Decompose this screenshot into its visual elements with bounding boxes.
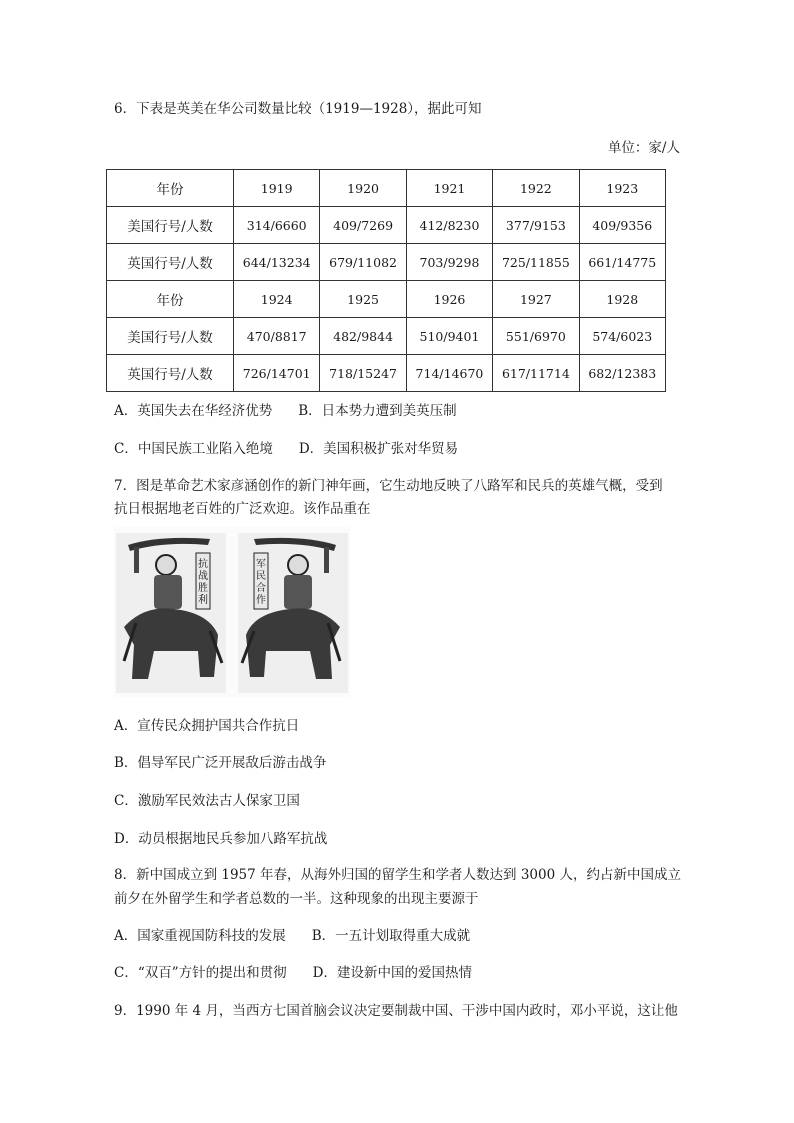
table-row-header-cell: 美国行号/人数 — [107, 318, 234, 355]
table-cell: 1926 — [406, 281, 492, 318]
table-row-header-cell: 年份 — [107, 281, 234, 318]
q6-option-c[interactable]: C．中国民族工业陷入绝境 — [114, 441, 273, 457]
table-cell: 1924 — [234, 281, 320, 318]
table-cell: 718/15247 — [320, 355, 406, 392]
table-cell: 725/11855 — [493, 244, 579, 281]
right-slogan-char-4: 作 — [256, 595, 266, 606]
table-cell: 412/8230 — [406, 207, 492, 244]
table-cell: 551/6970 — [493, 318, 579, 355]
right-door-god-figure — [238, 533, 348, 693]
q6-option-a[interactable]: A．英国失去在华经济优势 — [114, 403, 273, 419]
table-cell: 1922 — [493, 170, 579, 207]
table-cell: 377/9153 — [493, 207, 579, 244]
q6-table — [106, 169, 666, 392]
table-cell: 1925 — [320, 281, 406, 318]
q8-stem-line-1: 8．新中国成立到 1957 年春，从海外归国的留学生和学者人数达到 3000 人，约占新中国成立 — [114, 867, 681, 883]
q8-options-row-1 — [114, 926, 470, 946]
table-cell: 314/6660 — [234, 207, 320, 244]
table-cell: 661/14775 — [579, 244, 665, 281]
table-row-header-cell: 年份 — [107, 170, 234, 207]
table-row-header-cell: 美国行号/人数 — [107, 207, 234, 244]
table-cell: 1921 — [406, 170, 492, 207]
table-cell: 409/9356 — [579, 207, 665, 244]
q6-options-row-1 — [114, 401, 457, 421]
table-cell: 1920 — [320, 170, 406, 207]
q8-option-c[interactable]: C．“双百”方针的提出和贯彻 — [114, 965, 287, 981]
table-cell: 703/9298 — [406, 244, 492, 281]
table-cell: 617/11714 — [493, 355, 579, 392]
q9-stem-line-1: 9．1990 年 4 月，当西方七国首脑会议决定要制裁中国、干涉中国内政时，邓小平说，这让他 — [114, 1003, 678, 1019]
q8-option-a[interactable]: A．国家重视国防科技的发展 — [114, 928, 286, 944]
table-cell: 470/8817 — [234, 318, 320, 355]
table-cell: 679/11082 — [320, 244, 406, 281]
table-row — [107, 170, 666, 207]
table-row — [107, 281, 666, 318]
q7-option-a[interactable]: A．宣传民众拥护国共合作抗日 — [114, 718, 300, 734]
table-cell: 409/7269 — [320, 207, 406, 244]
table-cell: 1919 — [234, 170, 320, 207]
table-cell: 482/9844 — [320, 318, 406, 355]
q6-unit: 单位：家/人 — [607, 140, 680, 156]
left-slogan-char-2: 战 — [198, 571, 208, 582]
table-row — [107, 207, 666, 244]
q7-option-c[interactable]: C．激励军民效法古人保家卫国 — [114, 793, 300, 809]
q8-option-d[interactable]: D．建设新中国的爱国热情 — [312, 965, 472, 981]
q8-options-row-2 — [114, 963, 472, 983]
right-slogan-char-2: 民 — [256, 571, 266, 582]
table-cell: 714/14670 — [406, 355, 492, 392]
left-slogan-char-3: 胜 — [198, 583, 208, 594]
q7-stem-line-1: 7．图是革命艺术家彦涵创作的新门神年画，它生动地反映了八路军和民兵的英雄气概，受到 — [114, 478, 663, 494]
q6-option-d[interactable]: D．美国积极扩张对华贸易 — [298, 441, 459, 457]
table-row — [107, 318, 666, 355]
table-row — [107, 244, 666, 281]
door-god-woodcut-image — [114, 527, 350, 697]
q8-option-b[interactable]: B．一五计划取得重大成就 — [311, 928, 471, 944]
table-cell: 1928 — [579, 281, 665, 318]
q6-options-row-2 — [114, 439, 458, 459]
table-cell: 1923 — [579, 170, 665, 207]
right-slogan-char-1: 军 — [256, 559, 266, 570]
table-row — [107, 355, 666, 392]
q6-stem: 6．下表是英美在华公司数量比较（1919—1928），据此可知 — [114, 101, 482, 117]
table-row-header-cell: 英国行号/人数 — [107, 355, 234, 392]
table-cell: 574/6023 — [579, 318, 665, 355]
right-slogan-char-3: 合 — [256, 583, 266, 594]
q8-stem-line-2: 前夕在外留学生和学者总数的一半。这种现象的出现主要源于 — [114, 891, 479, 907]
left-slogan-char-1: 抗 — [198, 559, 208, 570]
left-door-god-figure — [116, 533, 226, 693]
q6-option-b[interactable]: B．日本势力遭到美英压制 — [298, 403, 457, 419]
table-row-header-cell: 英国行号/人数 — [107, 244, 234, 281]
table-cell: 510/9401 — [406, 318, 492, 355]
q7-option-b[interactable]: B．倡导军民广泛开展敌后游击战争 — [114, 755, 327, 771]
table-cell: 726/14701 — [234, 355, 320, 392]
q7-stem-line-2: 抗日根据地老百姓的广泛欢迎。该作品重在 — [114, 501, 371, 517]
table-cell: 1927 — [493, 281, 579, 318]
left-slogan-char-4: 利 — [198, 595, 208, 606]
table-cell: 644/13234 — [234, 244, 320, 281]
table-cell: 682/12383 — [579, 355, 665, 392]
q7-option-d[interactable]: D．动员根据地民兵参加八路军抗战 — [114, 831, 328, 847]
